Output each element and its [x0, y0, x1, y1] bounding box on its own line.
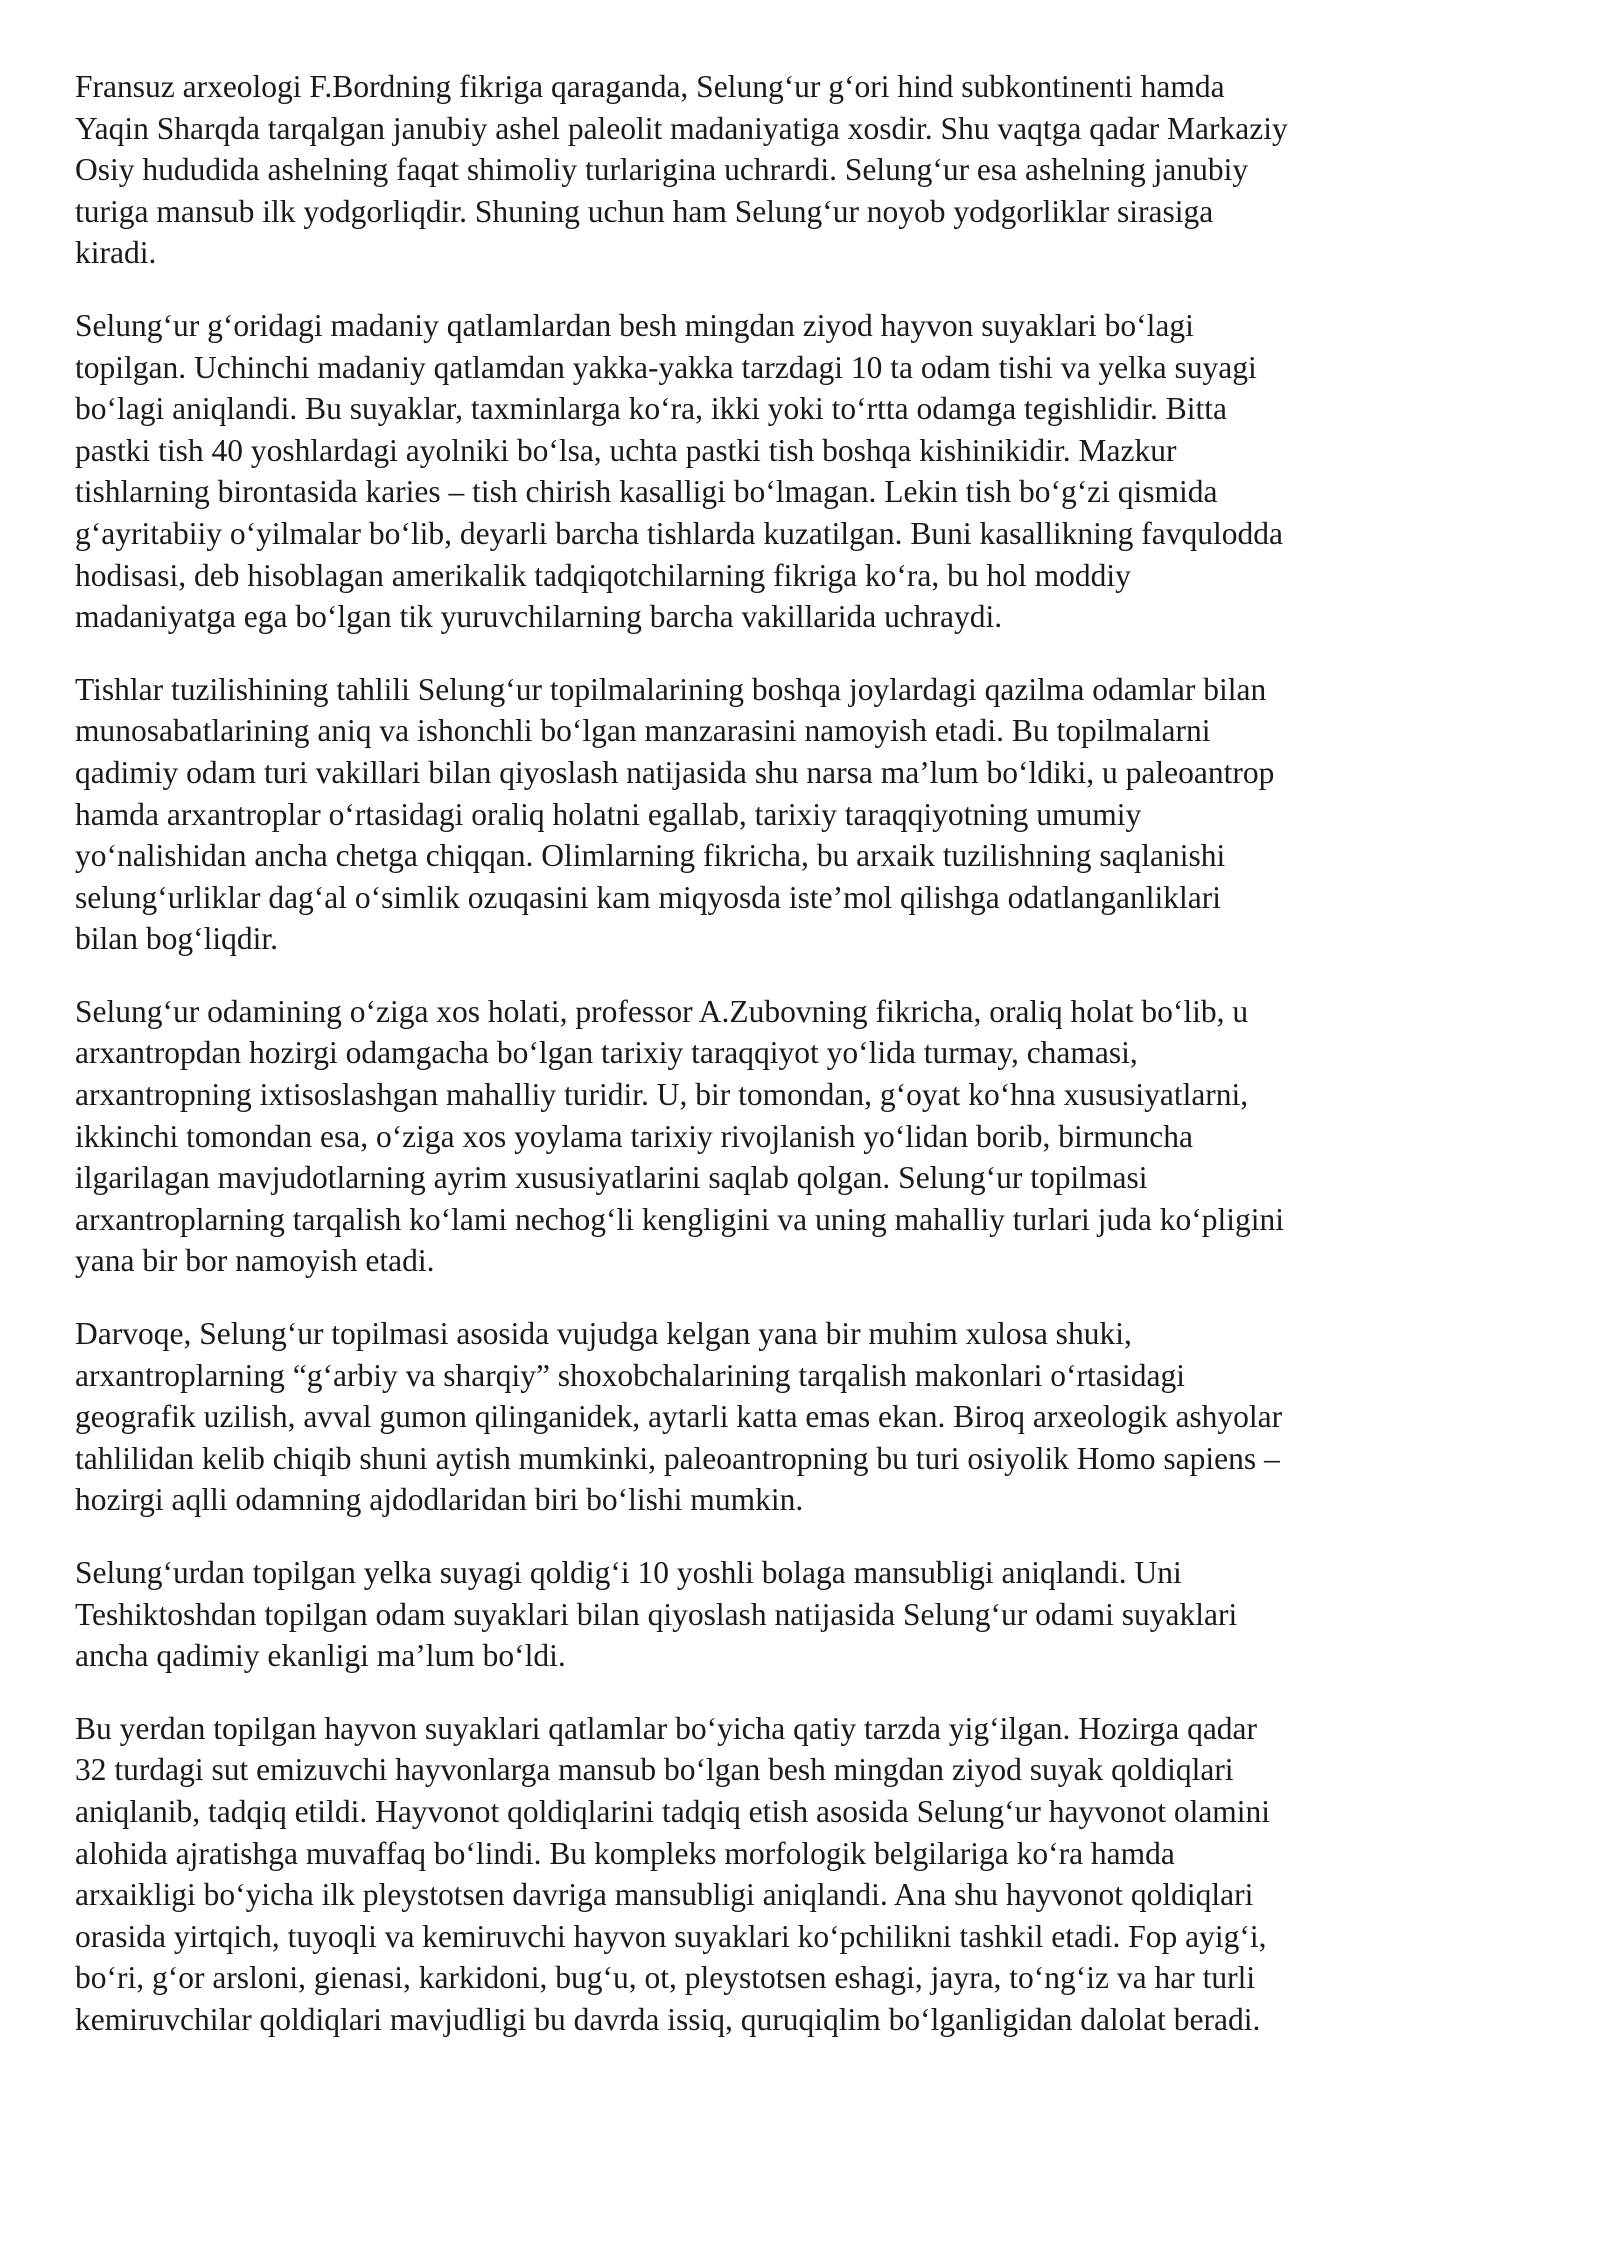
text-line: Darvoqe, Selung‘ur topilmasi asosida vujudga kelgan yana bir muhim xulosa shuki,: [75, 1316, 1132, 1352]
text-line: Selung‘ur odamining o‘ziga xos holati, professor A.Zubovning fikricha, oraliq holat bo‘lib, u: [75, 993, 1249, 1029]
text-line: yo‘nalishidan ancha chetga chiqqan. Olimlarning fikricha, bu arxaik tuzilishning saqlanishi: [75, 838, 1226, 874]
text-line: kiradi.: [75, 235, 157, 271]
text-line: topilgan. Uchinchi madaniy qatlamdan yakka-yakka tarzdagi 10 ta odam tishi va yelka suyagi: [75, 349, 1257, 385]
text-line: ilgarilagan mavjudotlarning ayrim xususiyatlarini saqlab qolgan. Selung‘ur topilmasi: [75, 1160, 1148, 1196]
text-line: Bu yerdan topilgan hayvon suyaklari qatlamlar bo‘yicha qatiy tarzda yig‘ilgan. Hozirga qadar: [75, 1710, 1258, 1746]
text-line: bilan bog‘liqdir.: [75, 921, 278, 957]
text-line: hozirgi aqlli odamning ajdodlaridan biri bo‘lishi mumkin.: [75, 1482, 804, 1518]
text-line: tishlarning birontasida karies – tish chirish kasalligi bo‘lmagan. Lekin tish bo‘g‘zi qismida: [75, 474, 1218, 510]
text-line: geografik uzilish, avval gumon qilinganidek, aytarli katta emas ekan. Biroq arxeologik ashyolar: [75, 1399, 1283, 1435]
document-page: [75, 66, 1535, 2072]
text-line: bo‘ri, g‘or arsloni, gienasi, karkidoni, bug‘u, ot, pleystotsen eshagi, jayra, to‘ng‘iz va har turli: [75, 1960, 1256, 1996]
text-line: arxantroplarning “g‘arbiy va sharqiy” shoxobchalarining tarqalish makonlari o‘rtasidagi: [75, 1357, 1186, 1393]
text-line: Teshiktoshdan topilgan odam suyaklari bilan qiyoslash natijasida Selung‘ur odami suyaklari: [75, 1596, 1238, 1632]
text-line: Fransuz arxeologi F.Bordning fikriga qaraganda, Selung‘ur g‘ori hind subkontinenti hamda: [75, 69, 1225, 104]
paragraph-2: [75, 305, 1535, 638]
text-line: bo‘lagi aniqlandi. Bu suyaklar, taxminlarga ko‘ra, ikki yoki to‘rtta odamga tegishlidir. Bitta: [75, 391, 1228, 427]
text-line: arxantroplarning tarqalish ko‘lami nechog‘li kengligini va uning mahalliy turlari juda ko‘pligini: [75, 1201, 1284, 1237]
text-line: kemiruvchilar qoldiqlari mavjudligi bu davrda issiq, quruqiqlim bo‘lganligidan dalolat beradi.: [75, 2001, 1261, 2037]
text-line: munosabatlarining aniq va ishonchli bo‘lgan manzarasini namoyish etadi. Bu topilmalarni: [75, 713, 1211, 749]
text-line: hodisasi, deb hisoblagan amerikalik tadqiqotchilarning fikriga ko‘ra, bu hol moddiy: [75, 557, 1131, 593]
text-line: turiga mansub ilk yodgorliqdir. Shuning uchun ham Selung‘ur noyob yodgorliklar sirasiga: [75, 193, 1214, 229]
paragraph-6: [75, 1552, 1535, 1677]
text-line: arxantropdan hozirgi odamgacha bo‘lgan tarixiy taraqqiyot yo‘lida turmay, chamasi,: [75, 1035, 1138, 1071]
text-line: Selung‘urdan topilgan yelka suyagi qoldig‘i 10 yoshli bolaga mansubligi aniqlandi. Uni: [75, 1555, 1182, 1590]
text-line: arxantropning ixtisoslashgan mahalliy turidir. U, bir tomondan, g‘oyat ko‘hna xususiyatlarni,: [75, 1077, 1249, 1113]
text-line: Selung‘ur g‘oridagi madaniy qatlamlardan besh mingdan ziyod hayvon suyaklari bo‘lagi: [75, 307, 1194, 343]
text-line: Tishlar tuzilishining tahlili Selung‘ur topilmalarining boshqa joylardagi qazilma odamlar bilan: [75, 671, 1267, 707]
text-line: yana bir bor namoyish etadi.: [75, 1243, 435, 1279]
text-line: qadimiy odam turi vakillari bilan qiyoslash natijasida shu narsa ma’lum bo‘ldiki, u paleoantrop: [75, 754, 1275, 790]
paragraph-1: [75, 66, 1535, 274]
text-line: hamda arxantroplar o‘rtasidagi oraliq holatni egallab, tarixiy taraqqiyotning umumiy: [75, 796, 1142, 832]
text-line: g‘ayritabiiy o‘yilmalar bo‘lib, deyarli barcha tishlarda kuzatilgan. Buni kasallikning favqulodda: [75, 515, 1284, 551]
paragraph-3: [75, 669, 1535, 960]
text-line: madaniyatga ega bo‘lgan tik yuruvchilarning barcha vakillarida uchraydi.: [75, 599, 1003, 635]
text-line: ancha qadimiy ekanligi ma’lum bo‘ldi.: [75, 1638, 566, 1674]
text-line: Osiy hududida ashelning faqat shimoliy turlariginа uchrardi. Selung‘ur esa ashelning janubiy: [75, 152, 1249, 188]
text-line: alohida ajratishga muvaffaq bo‘lindi. Bu kompleks morfologik belgilariga ko‘ra hamda: [75, 1835, 1175, 1871]
text-line: tahlilidan kelib chiqib shuni aytish mumkinki, paleoantropning bu turi osiyolik Homo sapiens –: [75, 1440, 1280, 1476]
paragraph-4: [75, 991, 1535, 1282]
text-line: Yaqin Sharqda tarqalgan janubiy ashel paleolit madaniyatiga xosdir. Shu vaqtga qadar Markaziy: [75, 110, 1288, 146]
text-line: selung‘urliklar dag‘al o‘simlik ozuqasini kam miqyosda iste’mol qilishga odatlanganliklari: [75, 879, 1222, 915]
text-line: pastki tish 40 yoshlardagi ayolniki bo‘lsa, uchta pastki tish boshqa kishinikidir. Mazkur: [75, 432, 1177, 468]
text-line: aniqlanib, tadqiq etildi. Hayvonot qoldiqlarini tadqiq etish asosida Selung‘ur hayvonot olamini: [75, 1793, 1271, 1829]
text-line: arxaikligi bo‘yicha ilk pleystotsen davriga mansubligi aniqlandi. Ana shu hayvonot qoldiqlari: [75, 1877, 1254, 1913]
text-line: orasida yirtqich, tuyoqli va kemiruvchi hayvon suyaklari ko‘pchilikni tashkil etadi. Fop ayig‘i,: [75, 1918, 1267, 1954]
text-line: 32 turdagi sut emizuvchi hayvonlarga mansub bo‘lgan besh mingdan ziyod suyak qoldiqlari: [75, 1752, 1234, 1788]
text-line: ikkinchi tomondan esa, o‘ziga xos yoylama tarixiy rivojlanish yo‘lidan borib, birmuncha: [75, 1118, 1194, 1154]
paragraph-7: [75, 1708, 1535, 2041]
paragraph-5: [75, 1313, 1535, 1521]
